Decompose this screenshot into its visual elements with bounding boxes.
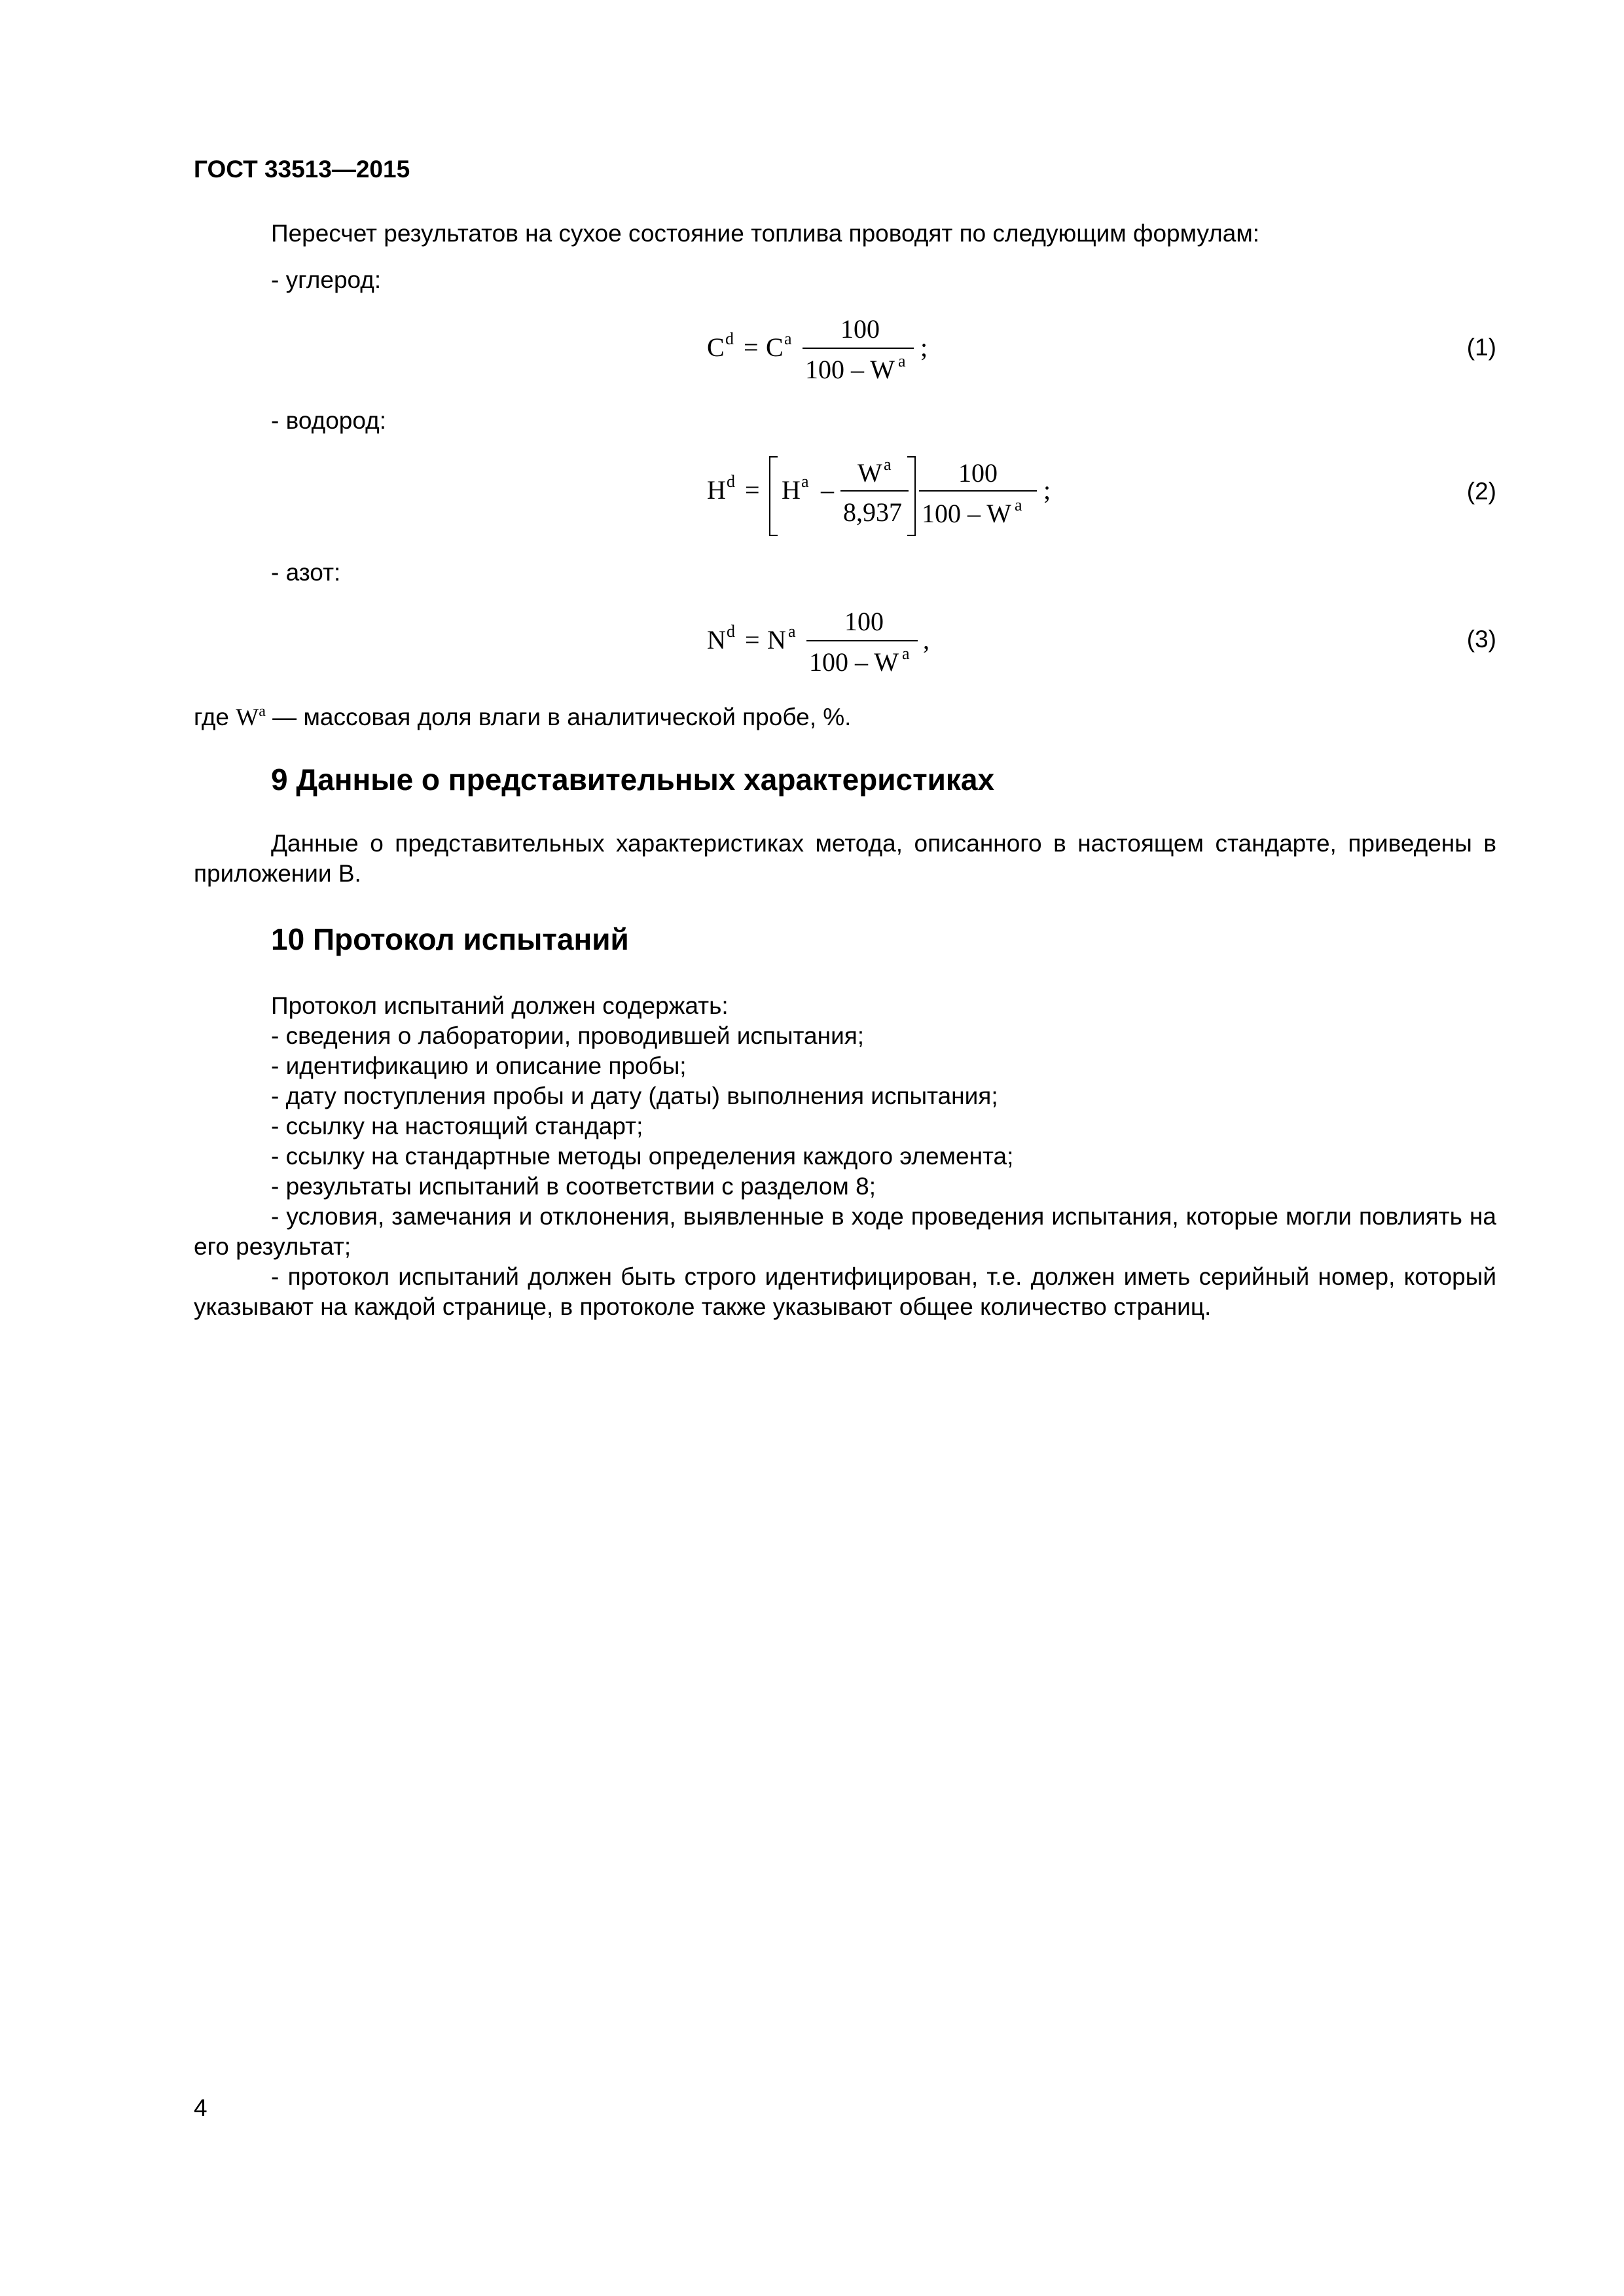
list-item: - дату поступления пробы и дату (даты) выполнения испытания; (271, 1083, 998, 1109)
f3-den-sup: a (902, 644, 910, 663)
f1-rhs-sup: a (784, 329, 792, 348)
f2-inner-sup: a (801, 472, 809, 491)
page-number: 4 (194, 2094, 208, 2121)
formula-hydrogen-svg (700, 452, 1067, 543)
where-symbol: W (236, 704, 259, 731)
f3-end: , (923, 625, 929, 655)
f3-lhs-sup: d (727, 622, 735, 641)
formula-carbon (700, 313, 949, 401)
intro-paragraph: Пересчет результатов на сухое состояние топлива проводят по следующим формулам: (271, 220, 1260, 247)
formula-nitrogen (700, 605, 949, 694)
list-item: - результаты испытаний в соответствии с разделом 8; (271, 1173, 876, 1200)
f2-den-sup: a (1015, 495, 1022, 514)
f1-eq: = (744, 332, 759, 362)
f2-end: ; (1043, 475, 1051, 505)
f2-minus: – (821, 475, 834, 505)
f2-inner-num-sup: a (884, 455, 892, 474)
list-item-protocol: - протокол испытаний должен быть строго идентифицирован, т.е. должен иметь серийный номер, который указывают на каждой странице, в протоколе также указывают общее количество страниц. (194, 1263, 1496, 1320)
f1-rhs: C (766, 332, 784, 362)
f3-numerator: 100 (844, 607, 884, 636)
f2-left-bracket (770, 457, 778, 535)
f3-lhs: N (707, 625, 726, 655)
f1-end: ; (920, 332, 928, 362)
list-item: - идентификацию и описание пробы; (271, 1052, 687, 1079)
section-9-body: Данные о представительных характеристиках метода, описанного в настоящем стандарте, приведены в приложении В. (194, 830, 1496, 887)
f3-rhs: N (767, 625, 786, 655)
where-text: — массовая доля влаги в аналитической пробе, %. (272, 704, 852, 730)
list-item: - сведения о лаборатории, проводившей испытания; (271, 1022, 865, 1049)
section-9-title: 9 Данные о представительных характеристиках (271, 762, 995, 797)
f2-inner-denominator: 8,937 (843, 497, 902, 527)
item-nitrogen: - азот: (271, 559, 341, 586)
equation-number-2: (2) (1466, 478, 1496, 505)
section-10-intro: Протокол испытаний должен содержать: (271, 992, 729, 1019)
where-symbol-sup: a (259, 703, 266, 720)
f3-rhs-sup: a (788, 622, 796, 641)
f1-lhs: C (707, 332, 725, 362)
formula-nitrogen-svg (700, 605, 949, 687)
item-hydrogen: - водород: (271, 407, 386, 434)
section-10-title: 10 Протокол испытаний (271, 922, 629, 956)
list-item: - ссылку на стандартные методы определения каждого элемента; (271, 1143, 1014, 1170)
f2-lhs-sup: d (727, 472, 735, 491)
list-item: - ссылку на настоящий стандарт; (271, 1113, 643, 1139)
where-paragraph (194, 696, 1496, 733)
equation-number-3: (3) (1466, 626, 1496, 653)
f2-denominator: 100 – W (922, 499, 1012, 528)
f3-denominator: 100 – W (809, 647, 899, 677)
f2-inner: H (782, 475, 801, 505)
formula-hydrogen (700, 452, 1067, 550)
f2-lhs: H (707, 475, 726, 505)
document-code-header: ГОСТ 33513—2015 (194, 156, 410, 183)
f2-inner-numerator: W (857, 458, 882, 488)
f2-right-bracket (907, 457, 915, 535)
f2-eq: = (745, 475, 760, 505)
equation-number-1: (1) (1466, 334, 1496, 361)
where-prefix: где (194, 704, 230, 730)
formula-carbon-svg (700, 313, 949, 395)
f2-numerator: 100 (958, 458, 998, 488)
f3-eq: = (745, 625, 760, 655)
f1-den-sup: a (898, 351, 906, 370)
f1-denominator: 100 – W (805, 355, 895, 384)
f1-lhs-sup: d (725, 329, 734, 348)
f1-numerator: 100 (840, 314, 880, 344)
list-item-conditions: - условия, замечания и отклонения, выявленные в ходе проведения испытания, которые могли повлиять на его результат; (194, 1203, 1496, 1260)
item-carbon: - углерод: (271, 266, 382, 293)
